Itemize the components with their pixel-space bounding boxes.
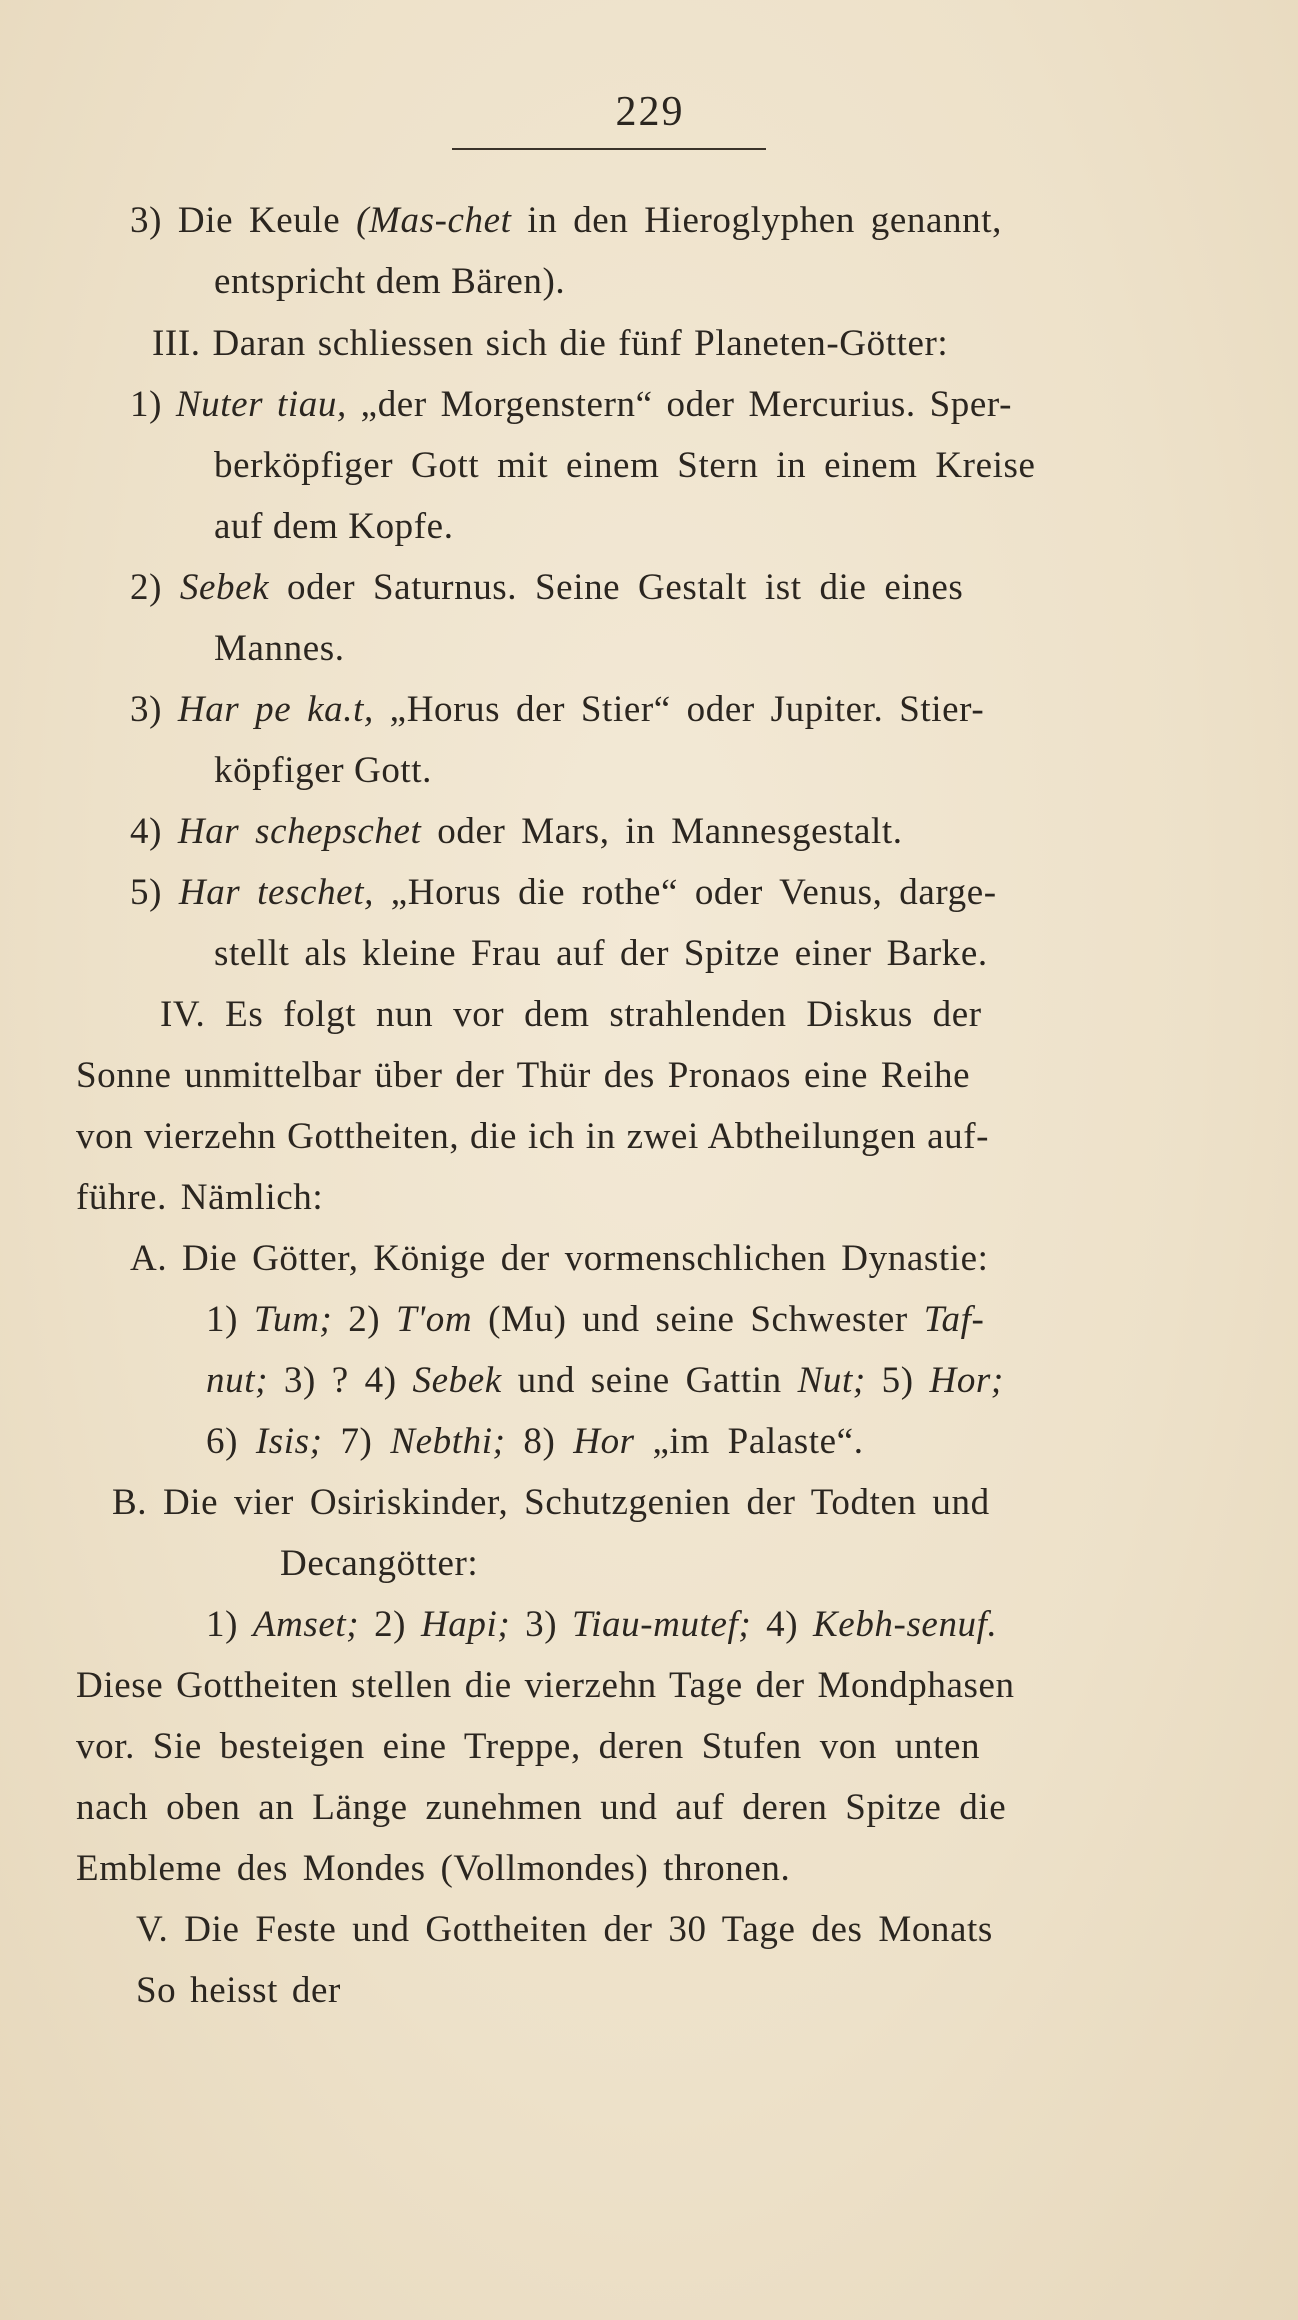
text-line: köpfiger Gott.	[214, 750, 433, 791]
text-line: 4) Har schepschet oder Mars, in Mannesgestalt.	[130, 811, 903, 852]
text-line: führe. Nämlich:	[76, 1177, 324, 1218]
text-line: 2) Sebek oder Saturnus. Seine Gestalt ist die eines	[130, 567, 964, 608]
text-line: Mannes.	[214, 628, 345, 669]
text-line: So heisst der	[136, 1970, 341, 2011]
text-line: 3) Har pe ka.t, „Horus der Stier“ oder Jupiter. Stier-	[130, 689, 985, 730]
text-line: nach oben an Länge zunehmen und auf deren Spitze die	[76, 1787, 1007, 1828]
text-line: 5) Har teschet, „Horus die rothe“ oder Venus, darge-	[130, 872, 997, 913]
text-line: Diese Gottheiten stellen die vierzehn Tage der Mondphasen	[76, 1665, 1015, 1706]
text-line: berköpfiger Gott mit einem Stern in einem Kreise	[214, 445, 1036, 486]
text-line: 1) Nuter tiau, „der Morgenstern“ oder Mercurius. Sper-	[130, 384, 1013, 425]
text-line: Decangötter:	[280, 1543, 479, 1584]
text-line: Sonne unmittelbar über der Thür des Pronaos eine Reihe	[76, 1055, 971, 1096]
text-line: entspricht dem Bären).	[214, 261, 566, 302]
text-line: von vierzehn Gottheiten, die ich in zwei Abtheilungen auf-	[76, 1116, 990, 1157]
text-line: Embleme des Mondes (Vollmondes) thronen.	[76, 1848, 791, 1889]
text-line: stellt als kleine Frau auf der Spitze einer Barke.	[214, 933, 988, 974]
page-number: 229	[615, 89, 685, 135]
text-line: 3) Die Keule (Mas-chet in den Hieroglyphen genannt,	[130, 200, 1002, 241]
text-line: B. Die vier Osiriskinder, Schutzgenien der Todten und	[112, 1482, 990, 1523]
text-line: III. Daran schliessen sich die fünf Planeten-Götter:	[152, 323, 949, 364]
text-line: 6) Isis; 7) Nebthi; 8) Hor „im Palaste“.	[206, 1421, 864, 1462]
text-line: nut; 3) ? 4) Sebek und seine Gattin Nut; 5) Hor;	[206, 1360, 1004, 1401]
text-line: auf dem Kopfe.	[214, 506, 454, 547]
text-line: V. Die Feste und Gottheiten der 30 Tage des Monats	[136, 1909, 993, 1950]
text-line: 1) Amset; 2) Hapi; 3) Tiau-mutef; 4) Kebh-senuf.	[206, 1604, 998, 1645]
text-line: A. Die Götter, Könige der vormenschlichen Dynastie:	[130, 1238, 989, 1279]
text-line: vor. Sie besteigen eine Treppe, deren Stufen von unten	[76, 1726, 981, 1767]
text-line: 1) Tum; 2) T'om (Mu) und seine Schwester Taf-	[206, 1299, 985, 1340]
text-line: IV. Es folgt nun vor dem strahlenden Diskus der	[160, 994, 982, 1035]
header-rule	[452, 148, 766, 150]
